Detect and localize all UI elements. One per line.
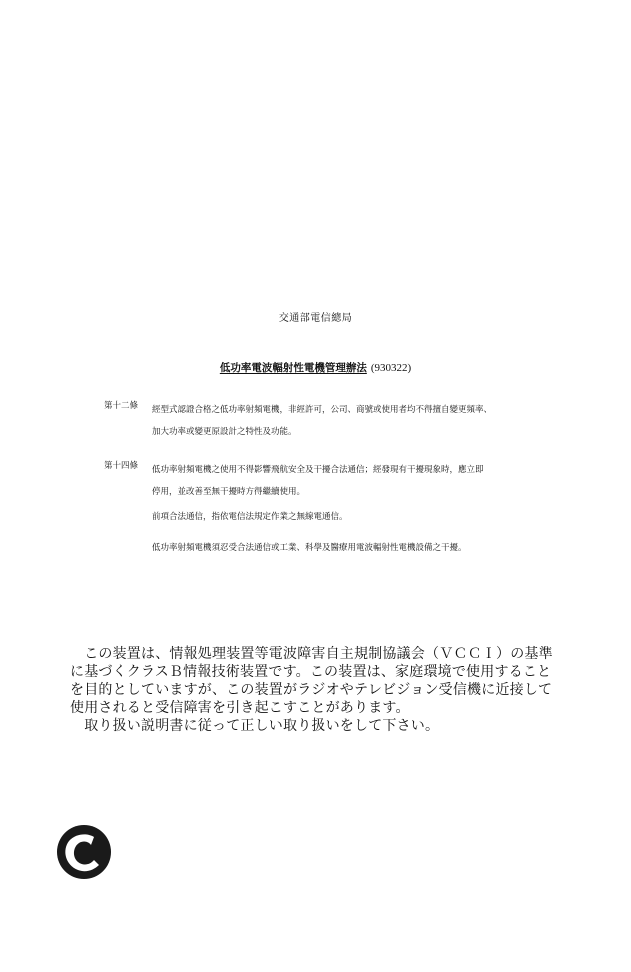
vcci-notice xyxy=(70,645,600,735)
regulation-title xyxy=(0,360,631,375)
vcci-line: 取り扱い説明書に従って正しい取り扱いをして下さい。 xyxy=(70,718,440,734)
vcci-line: この装置は、情報処理装置等電波障害自主規制協議会（ＶＣＣＩ）の基準 xyxy=(70,646,553,662)
regulation-title-text: 低功率電波輻射性電機管理辦法 xyxy=(219,362,367,374)
vcci-line: を目的としていますが、この装置がラジオやテレビジョン受信機に近接して xyxy=(70,682,553,698)
agency-name: 交通部電信總局 xyxy=(278,313,353,324)
article-12-body xyxy=(152,399,574,443)
paragraph-interference: 低功率射頻電機須忍受合法通信或工業、科學及醫療用電波輻射性電機設備之干擾。 xyxy=(152,543,467,553)
regulation-code: (930322) xyxy=(370,362,412,374)
vcci-line: に基づくクラスＢ情報技術装置です。この装置は、家庭環境で使用すること xyxy=(70,664,552,680)
article-14-body xyxy=(152,459,574,503)
article-12-line: 加大功率或變更原設計之特性及功能。 xyxy=(152,427,297,437)
vcci-line: 使用されると受信障害を引き起こすことがあります。 xyxy=(70,700,410,716)
article-14 xyxy=(104,459,574,503)
paragraph-legal-communication: 前項合法通信，指依電信法規定作業之無線電通信。 xyxy=(152,512,348,522)
article-14-label: 第十四條 xyxy=(104,461,139,471)
article-12 xyxy=(104,399,574,443)
article-12-line: 經型式認證合格之低功率射頻電機，非經許可，公司、商號或使用者均不得擅自變更頻率、 xyxy=(152,405,493,415)
article-12-label: 第十二條 xyxy=(104,401,139,411)
article-14-line: 低功率射頻電機之使用不得影響飛航安全及干擾合法通信；經發現有干擾現象時，應立即 xyxy=(152,465,484,475)
c-tick-icon xyxy=(56,824,112,880)
article-14-line: 停用，並改善至無干擾時方得繼續使用。 xyxy=(152,487,306,497)
